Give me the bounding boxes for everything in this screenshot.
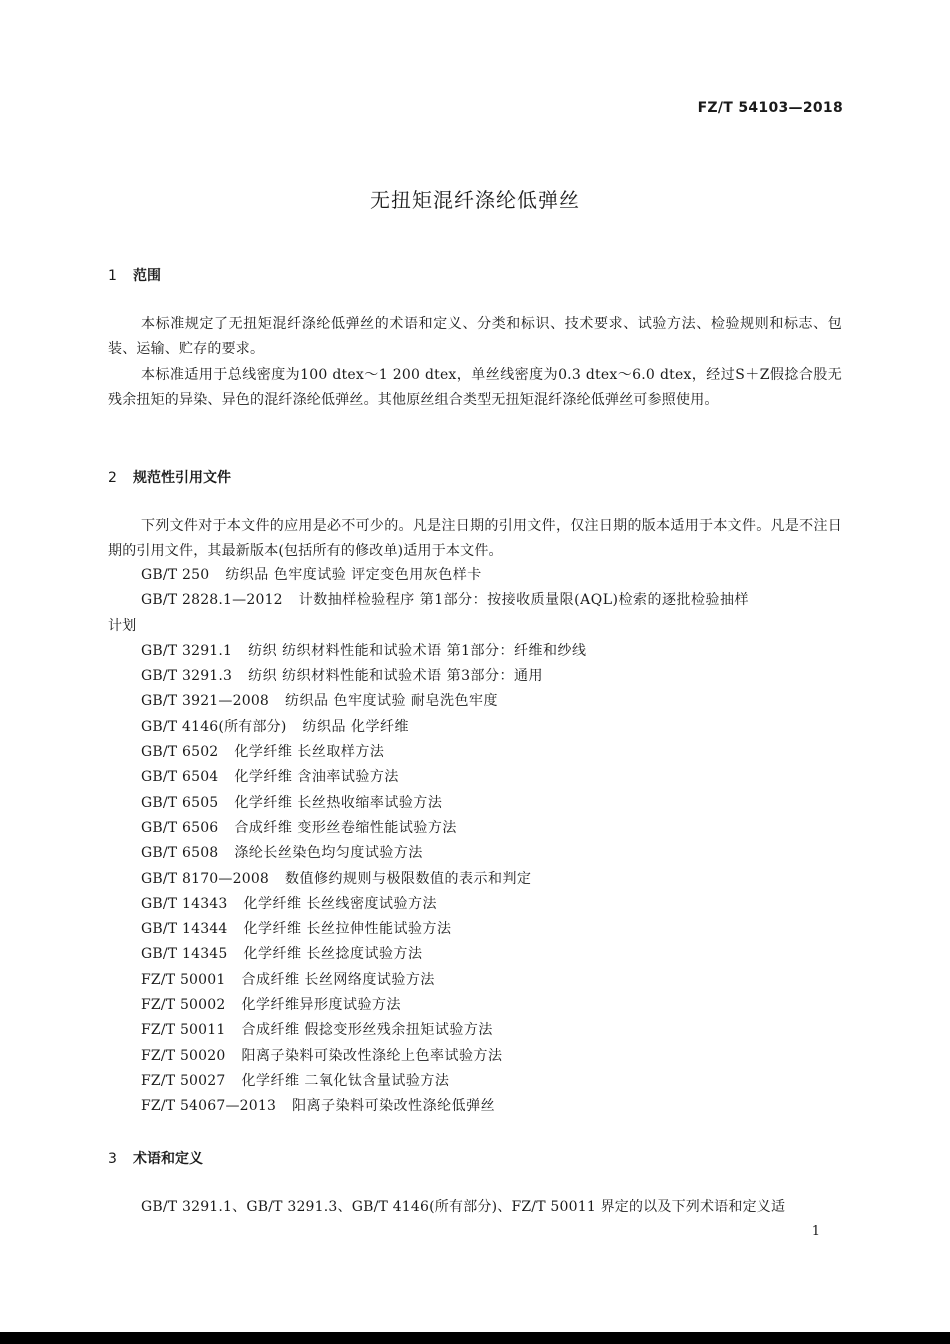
reference-name: 纺织品 化学纤维 xyxy=(302,718,409,735)
reference-code: FZ/T 50002 xyxy=(141,997,226,1014)
section-3-heading xyxy=(108,1148,203,1168)
reference-item xyxy=(108,942,842,967)
reference-name: 化学纤维 长丝拉伸性能试验方法 xyxy=(243,921,452,938)
reference-item xyxy=(108,1094,842,1119)
reference-name: 数值修约规则与极限数值的表示和判定 xyxy=(285,870,532,887)
normative-references-list xyxy=(108,563,842,1120)
reference-name: 合成纤维 长丝网络度试验方法 xyxy=(241,971,435,988)
section-3-number: 3 xyxy=(108,1151,117,1167)
reference-item xyxy=(108,1044,842,1069)
reference-name: 化学纤维 长丝线密度试验方法 xyxy=(243,895,437,912)
reference-name: 化学纤维 长丝捻度试验方法 xyxy=(243,946,423,963)
reference-code: GB/T 3291.1 xyxy=(141,642,233,659)
reference-code: GB/T 3291.3 xyxy=(141,668,233,685)
reference-code: GB/T 250 xyxy=(141,567,210,583)
reference-item xyxy=(108,765,842,790)
reference-name: 化学纤维 长丝热收缩率试验方法 xyxy=(234,794,443,811)
reference-item xyxy=(108,664,842,689)
section-1-paragraph-2: 本标准适用于总线密度为100 dtex～1 200 dtex，单丝线密度为0.3 dtex～6.0 dtex，经过S＋Z假捻合股无残余扭矩的异染、异色的混纤涤纶低弹丝。其他原丝组合类型无扭矩混纤涤纶低弹丝可参照使用。 xyxy=(108,367,842,409)
reference-name: 纺织品 色牢度试验 耐皂洗色牢度 xyxy=(285,693,498,710)
section-1-heading xyxy=(108,265,161,285)
reference-item xyxy=(108,816,842,841)
reference-name: 合成纤维 假捻变形丝残余扭矩试验方法 xyxy=(241,1022,493,1039)
reference-code: FZ/T 54067—2013 xyxy=(141,1098,277,1115)
section-1-number: 1 xyxy=(108,268,117,284)
section-2-number: 2 xyxy=(108,470,117,486)
section-1-paragraph-1: 本标准规定了无扭矩混纤涤纶低弹丝的术语和定义、分类和标识、技术要求、试验方法、检验规则和标志、包装、运输、贮存的要求。 xyxy=(108,316,842,358)
reference-name: 阳离子染料可染改性涤纶上色率试验方法 xyxy=(241,1047,503,1064)
reference-code: GB/T 2828.1—2012 xyxy=(141,592,283,609)
standard-code: FZ/T 54103—2018 xyxy=(697,100,843,116)
section-2-paragraph-1: 下列文件对于本文件的应用是必不可少的。凡是注日期的引用文件，仅注日期的版本适用于本文件。凡是不注日期的引用文件，其最新版本(包括所有的修改单)适用于本文件。 xyxy=(108,518,842,560)
reference-name: 阳离子染料可染改性涤纶低弹丝 xyxy=(292,1098,496,1115)
reference-item xyxy=(108,639,842,664)
reference-item xyxy=(108,917,842,942)
reference-item xyxy=(108,867,842,892)
page-number: 1 xyxy=(811,1224,820,1239)
section-1-title: 范围 xyxy=(133,268,161,284)
reference-name: 化学纤维 含油率试验方法 xyxy=(234,769,399,786)
document-title: 无扭矩混纤涤纶低弹丝 xyxy=(370,188,580,212)
reference-item xyxy=(108,1069,842,1094)
reference-code: GB/T 8170—2008 xyxy=(141,870,270,887)
reference-code: FZ/T 50020 xyxy=(141,1047,226,1064)
section-3-paragraph-1: GB/T 3291.1、GB/T 3291.3、GB/T 4146(所有部分)、FZ/T 50011 界定的以及下列术语和定义适 xyxy=(141,1199,786,1215)
reference-code: GB/T 14343 xyxy=(141,895,228,912)
section-2-title: 规范性引用文件 xyxy=(133,470,231,486)
reference-code: GB/T 6508 xyxy=(141,845,219,862)
reference-item xyxy=(108,1018,842,1043)
reference-name: 纺织 纺织材料性能和试验术语 第1部分：纤维和纱线 xyxy=(248,642,587,659)
reference-name: 化学纤维异形度试验方法 xyxy=(241,997,401,1014)
section-2-heading xyxy=(108,467,231,487)
reference-code: FZ/T 50001 xyxy=(141,971,226,988)
reference-item xyxy=(108,563,842,588)
reference-code: GB/T 3921—2008 xyxy=(141,693,270,710)
reference-code: GB/T 6506 xyxy=(141,819,219,836)
reference-code: GB/T 6504 xyxy=(141,769,219,786)
bottom-border xyxy=(0,1332,950,1344)
reference-name: 合成纤维 变形丝卷缩性能试验方法 xyxy=(234,819,457,836)
section-3-title: 术语和定义 xyxy=(133,1151,203,1167)
reference-item xyxy=(108,689,842,714)
reference-item xyxy=(108,892,842,917)
reference-code: GB/T 14345 xyxy=(141,946,228,963)
reference-item-continuation: 计划 xyxy=(108,617,137,634)
reference-code: GB/T 4146(所有部分) xyxy=(141,718,287,735)
reference-code: FZ/T 50011 xyxy=(141,1022,226,1039)
reference-item xyxy=(108,993,842,1018)
reference-code: GB/T 6505 xyxy=(141,794,219,811)
reference-code: GB/T 14344 xyxy=(141,921,228,938)
reference-name: 化学纤维 二氧化钛含量试验方法 xyxy=(241,1072,450,1089)
reference-item xyxy=(108,968,842,993)
reference-item xyxy=(108,841,842,866)
reference-name: 计数抽样检验程序 第1部分：按接收质量限(AQL)检索的逐批检验抽样 xyxy=(298,592,749,609)
reference-item xyxy=(108,588,842,613)
reference-item xyxy=(108,740,842,765)
reference-code: GB/T 6502 xyxy=(141,744,219,761)
reference-name: 化学纤维 长丝取样方法 xyxy=(234,744,385,761)
reference-name: 涤纶长丝染色均匀度试验方法 xyxy=(234,845,423,862)
reference-name: 纺织 纺织材料性能和试验术语 第3部分：通用 xyxy=(248,668,543,685)
reference-item xyxy=(108,791,842,816)
reference-item xyxy=(108,715,842,740)
reference-name: 纺织品 色牢度试验 评定变色用灰色样卡 xyxy=(225,567,482,583)
reference-code: FZ/T 50027 xyxy=(141,1072,226,1089)
